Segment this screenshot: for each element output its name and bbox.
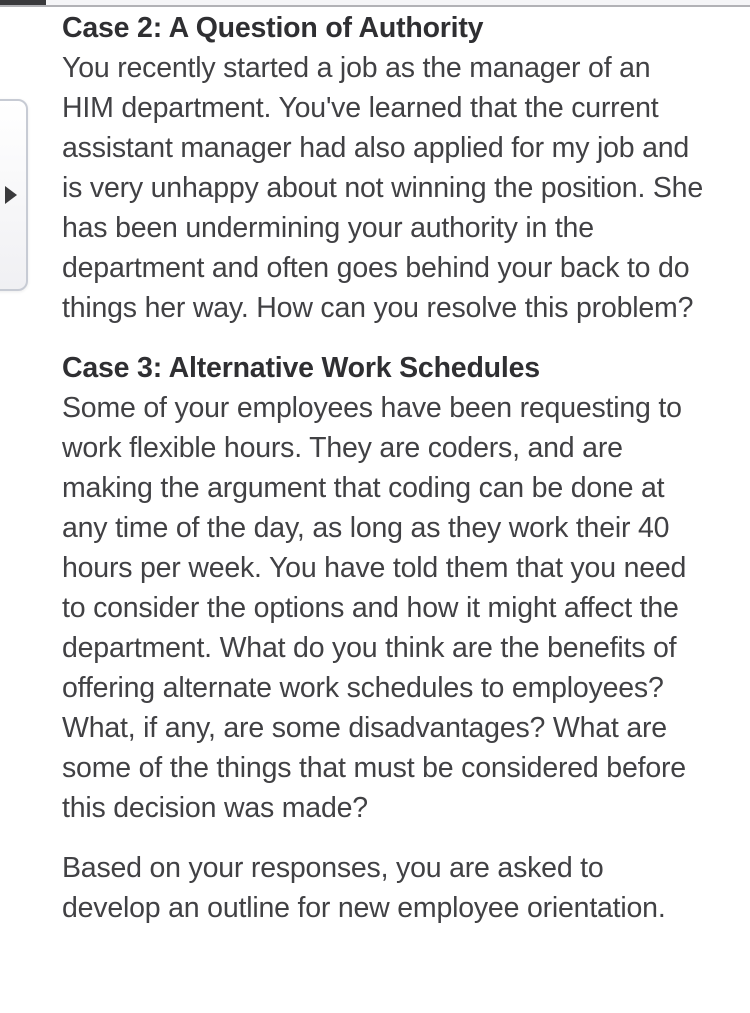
expand-right-icon [5,186,17,204]
section-heading: Case 3: Alternative Work Schedules [62,352,540,384]
drawer-handle[interactable] [0,99,28,291]
top-left-dark-marker [0,0,46,5]
section-body: Based on your responses, you are asked to develop an outline for new employee orientation. [62,852,666,924]
document-text [62,8,704,928]
case-section [62,8,704,328]
section-body: Some of your employees have been requesting to work flexible hours. They are coders, and are making the argument that coding can be done at any time of the day, as long as they work their 40 hours per week. You have told them that you need to consider the options and how it might affect the department. What do you think are the benefits of offering alternate work schedules to employees? What, if any, are some disadvantages? What are some of the things that must be considered before this decision was made? [62,392,687,824]
top-divider [0,0,750,7]
case-section [62,348,704,828]
section-body: You recently started a job as the manager of an HIM department. You've learned that the current assistant manager had also applied for my job and is very unhappy about not winning the position. She has been undermining your authority in the department and often goes behind your back to do things her way. How can you resolve this problem? [62,52,703,324]
section-heading: Case 2: A Question of Authority [62,12,484,44]
closing-section [62,848,704,928]
